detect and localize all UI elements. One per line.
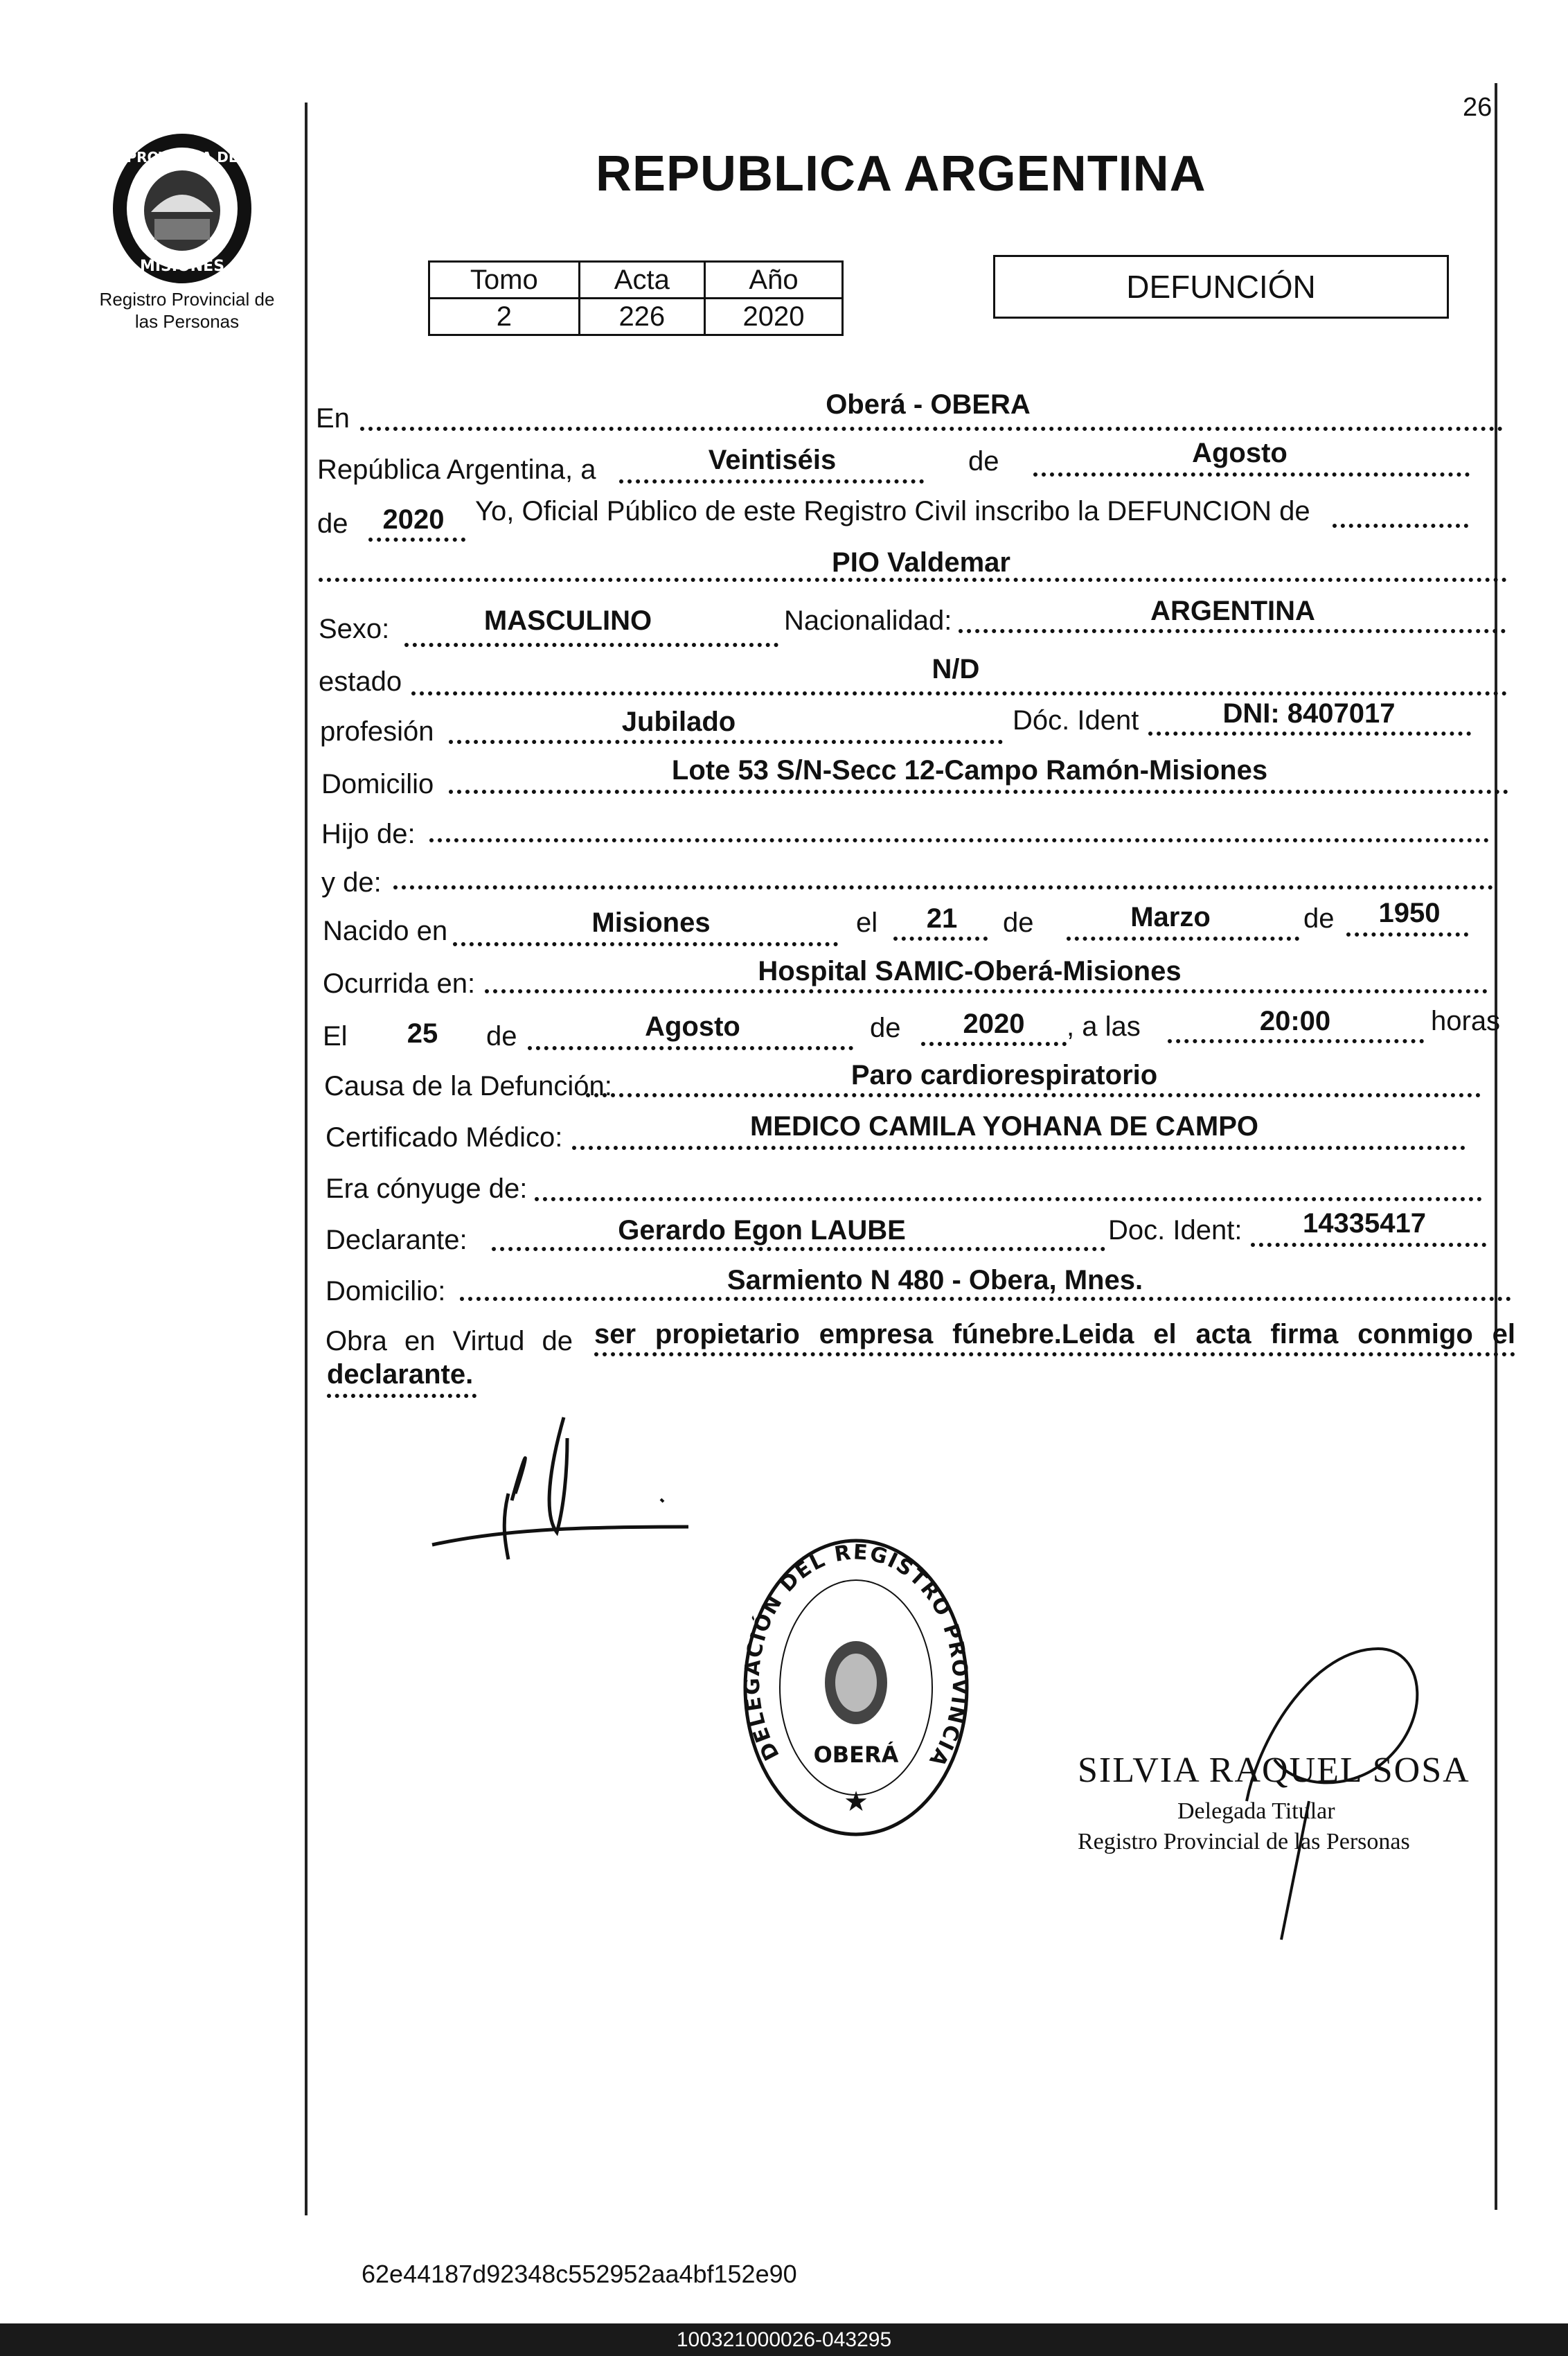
de2-label: de [317, 508, 348, 539]
dotted-line [535, 1197, 1482, 1201]
estado-value: N/D [932, 654, 980, 684]
dotted-line [393, 885, 1493, 889]
right-margin-line [1495, 83, 1497, 2210]
footer-code: 100321000026-043295 [676, 2328, 892, 2351]
table-value-tomo: 2 [429, 299, 580, 335]
de6-label: de [870, 1013, 901, 1043]
death-day: 25 [407, 1018, 438, 1049]
official-role: Delegada Titular [1177, 1798, 1335, 1824]
de3-label: de [1003, 907, 1034, 938]
dotted-line [1168, 1039, 1424, 1043]
footer-bar [0, 2323, 1568, 2356]
certificado-value: MEDICO CAMILA YOHANA DE CAMPO [749, 1111, 1259, 1142]
de4-label: de [1303, 903, 1335, 934]
dotted-line [453, 942, 838, 946]
dotted-line [921, 1042, 1067, 1046]
dotted-line [404, 643, 778, 647]
causa-value: Paro cardiorespiratorio [850, 1060, 1158, 1090]
record-table [428, 260, 844, 336]
dotted-line [586, 1093, 1481, 1097]
obra-label: Obra en Virtud de [326, 1326, 573, 1356]
profesion-label: profesión [320, 716, 434, 747]
estado-label: estado [319, 666, 402, 697]
table-value-acta: 226 [579, 299, 704, 335]
nacido-label: Nacido en [323, 916, 448, 946]
dotted-line [319, 578, 1507, 582]
birth-month: Marzo [1130, 902, 1211, 932]
table-value-anio: 2020 [704, 299, 842, 335]
dotted-line [460, 1297, 1511, 1301]
certificado-label: Certificado Médico: [326, 1122, 563, 1153]
dotted-line [594, 1352, 1515, 1356]
el2-label: El [323, 1021, 348, 1052]
registry-caption-line1: Registro Provincial de [99, 289, 275, 310]
hash-code: 62e44187d92348c552952aa4bf152e90 [362, 2260, 797, 2288]
dotted-line [429, 838, 1489, 842]
left-margin-line [305, 103, 308, 2215]
doc-ident2-label: Doc. Ident: [1108, 1215, 1242, 1246]
profesion-value: Jubilado [621, 707, 736, 737]
nacido-value: Misiones [591, 907, 711, 938]
declarante-value: Gerardo Egon LAUBE [618, 1215, 906, 1246]
horas-label: horas [1431, 1006, 1501, 1036]
de-label: de [968, 446, 999, 477]
dotted-line [528, 1046, 853, 1050]
hijo-label: Hijo de: [321, 819, 416, 849]
ocurrida-label: Ocurrida en: [323, 968, 476, 999]
dotted-line [1033, 472, 1470, 477]
dotted-line [893, 937, 988, 941]
alas-label: , a las [1067, 1011, 1141, 1042]
svg-text:★: ★ [844, 1786, 868, 1818]
year-value: 2020 [382, 504, 445, 535]
nacionalidad-value: ARGENTINA [1150, 596, 1315, 626]
dotted-line [572, 1146, 1465, 1150]
de5-label: de [486, 1021, 517, 1052]
svg-text:DELEGACIÓN DEL REGISTRO PROVIN: DELEGACIÓN DEL REGISTRO PROVINCIA [740, 1540, 972, 1772]
domicilio2-value: Sarmiento N 480 - Obera, Mnes. [727, 1265, 1143, 1295]
dotted-line [368, 538, 465, 542]
dotted-line [360, 427, 1503, 431]
declarante-label: Declarante: [326, 1225, 467, 1255]
table-header-tomo: Tomo [429, 262, 580, 299]
republica-label: República Argentina, a [317, 454, 596, 485]
declarant-signature [425, 1410, 702, 1563]
month-value: Agosto [1192, 438, 1288, 468]
birth-year: 1950 [1378, 898, 1441, 928]
dotted-line [1067, 937, 1299, 941]
dotted-line [1346, 932, 1468, 937]
en-value: Oberá - OBERA [826, 389, 1031, 420]
domicilio-value: Lote 53 S/N-Secc 12-Campo Ramón-Misiones [671, 755, 1268, 786]
causa-label: Causa de la Defunción: [324, 1071, 612, 1101]
doc-ident-label: Dóc. Ident [1013, 705, 1139, 736]
en-label: En [316, 403, 350, 434]
record-type-box: DEFUNCIÓN [993, 255, 1449, 319]
page-title: REPUBLICA ARGENTINA [596, 146, 1206, 202]
dotted-line [959, 629, 1506, 633]
sexo-label: Sexo: [319, 614, 390, 644]
doc-ident-value: DNI: 8407017 [1222, 698, 1396, 729]
dotted-line [1251, 1243, 1486, 1247]
death-month: Agosto [645, 1011, 740, 1042]
birth-day: 21 [926, 903, 958, 934]
svg-text:MISIONES: MISIONES [139, 258, 225, 275]
table-header-acta: Acta [579, 262, 704, 299]
obra-value-line2: declarante. [327, 1359, 474, 1390]
nacionalidad-label: Nacionalidad: [784, 605, 952, 636]
official-name: SILVIA RAQUEL SOSA [1078, 1751, 1470, 1790]
registry-caption [83, 288, 291, 333]
dotted-line [485, 989, 1488, 993]
official-office: Registro Provincial de las Personas [1078, 1829, 1410, 1854]
doc-ident2-value: 14335417 [1303, 1208, 1426, 1239]
dotted-line [1148, 732, 1471, 736]
death-year: 2020 [963, 1009, 1025, 1039]
death-time: 20:00 [1259, 1006, 1331, 1036]
dotted-line [619, 479, 924, 484]
domicilio-label: Domicilio [321, 769, 434, 799]
dotted-line [327, 1394, 476, 1398]
yde-label: y de: [321, 867, 382, 898]
el-label: el [856, 907, 878, 938]
dotted-line [492, 1247, 1105, 1251]
dotted-line [1333, 524, 1468, 528]
page-number: 26 [1463, 93, 1493, 122]
dotted-line [449, 740, 1003, 744]
table-header-anio: Año [704, 262, 842, 299]
svg-text:PROVINCIA DE: PROVINCIA DE [126, 149, 238, 166]
inscribo-text: Yo, Oficial Público de este Registro Civil inscribo la DEFUNCION de [475, 496, 1310, 526]
domicilio2-label: Domicilio: [326, 1276, 446, 1307]
svg-text:OBERÁ: OBERÁ [813, 1742, 899, 1768]
day-value: Veintiséis [708, 445, 837, 475]
sexo-value: MASCULINO [483, 605, 652, 636]
deceased-name: PIO Valdemar [832, 547, 1010, 578]
ocurrida-value: Hospital SAMIC-Oberá-Misiones [758, 956, 1182, 986]
dotted-line [411, 691, 1507, 696]
registry-seal [738, 1527, 974, 1845]
registry-logo [109, 129, 255, 288]
dotted-line [449, 790, 1508, 794]
conyuge-label: Era cónyuge de: [326, 1173, 528, 1204]
obra-value-line1: ser propietario empresa fúnebre.Leida el acta firma conmigo el [594, 1319, 1515, 1349]
registry-caption-line2: las Personas [134, 311, 240, 332]
